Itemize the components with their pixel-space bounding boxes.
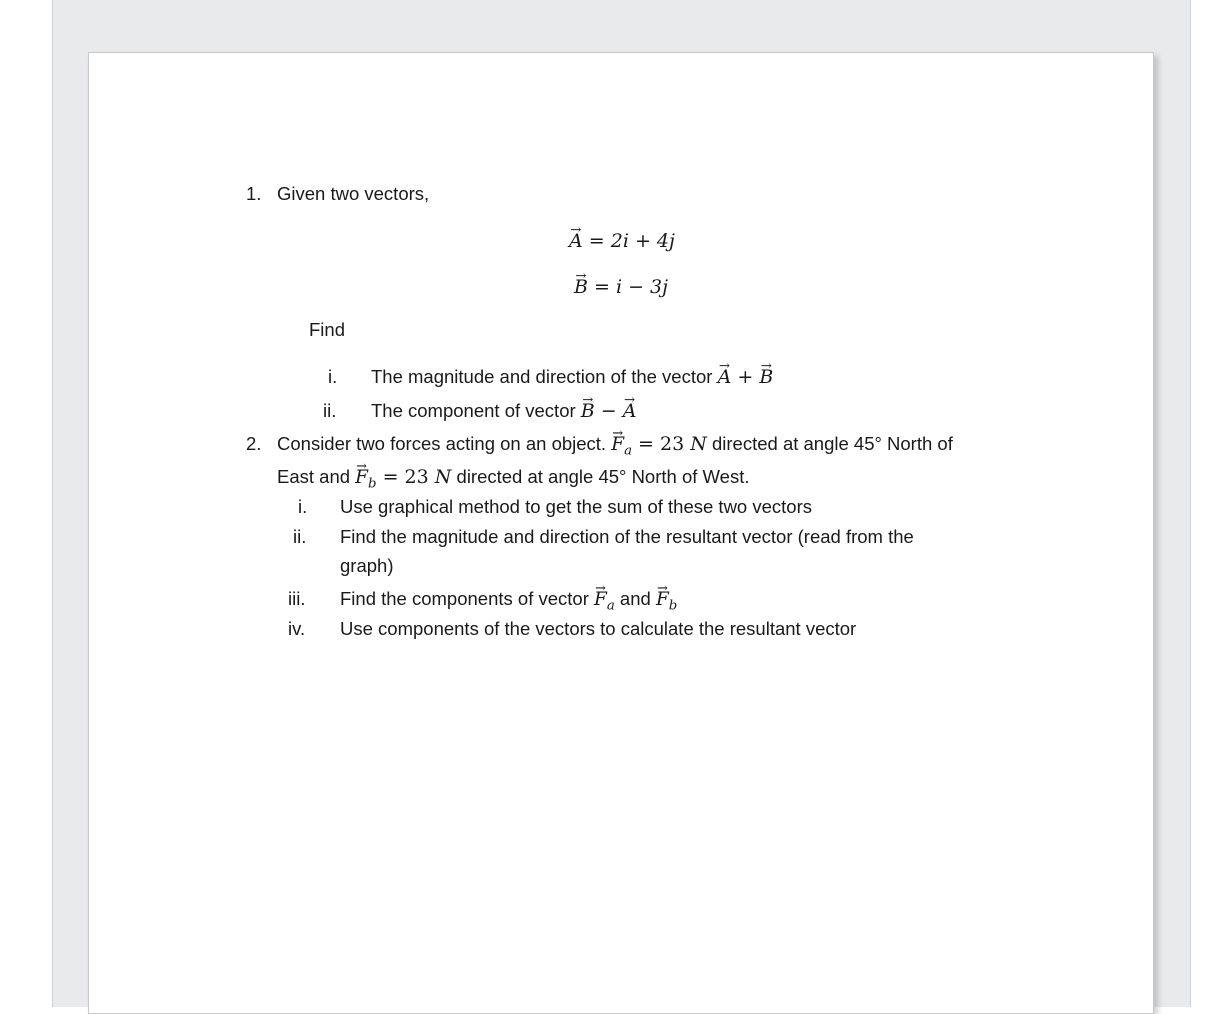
- q1-number: 1.: [246, 183, 262, 204]
- q2-part-ii-text: Find the magnitude and direction of the resultant vector (read from the: [340, 526, 914, 547]
- q2-part-ii-continuation: graph): [340, 555, 394, 576]
- q2-line-2: East and → $F_b = 23$ N directed at angle 45° North of West.: [277, 468, 749, 491]
- q2-part-iii-text: Find the components of vector → $F_a$ and → $F_b$: [340, 590, 677, 613]
- q2-part-ii-number: ii.: [293, 526, 307, 547]
- q1-part-i-text: The magnitude and direction of the vector → A + → B: [371, 368, 773, 387]
- equation-b: → B = i − 3j: [574, 278, 668, 297]
- q1-intro: Given two vectors,: [277, 183, 430, 204]
- q2-part-iv-number: iv.: [288, 618, 306, 639]
- equation-a: → A = 2i + 4j: [569, 232, 675, 251]
- q1-part-ii-number: ii.: [323, 400, 337, 421]
- q1-part-i-number: i.: [328, 366, 338, 387]
- q2-part-i-number: i.: [298, 496, 308, 517]
- q2-line-1: Consider two forces acting on an object. → $F_a = 23$ N directed at angle 45° North of: [277, 435, 953, 458]
- q2-number: 2.: [246, 433, 262, 454]
- q1-part-ii-text: The component of vector → B − → A: [371, 402, 636, 421]
- q2-part-iv-text: Use components of the vectors to calculate the resultant vector: [340, 618, 857, 639]
- q2-part-i-text: Use graphical method to get the sum of these two vectors: [340, 496, 812, 517]
- find-label: Find: [309, 319, 345, 340]
- q2-part-iii-number: iii.: [288, 588, 306, 609]
